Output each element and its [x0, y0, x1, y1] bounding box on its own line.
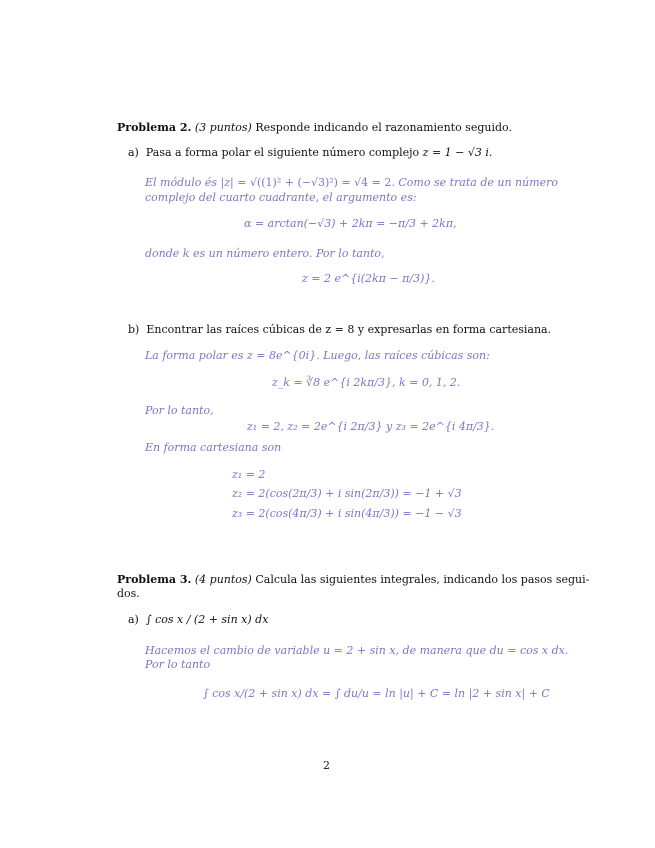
- item-label: a): [128, 613, 139, 626]
- item-label: a): [128, 146, 139, 159]
- roots-values: z₁ = 2, z₂ = 2e^{i 2π/3} y z₃ = 2e^{i 4π/3}.: [247, 420, 495, 433]
- problem-2-points: (3 puntos): [194, 121, 252, 134]
- problem-3-title: Problema 3.: [117, 573, 192, 586]
- problem-3a-solution-line-1: Hacemos el cambio de variable u = 2 + sin x, de manera que du = cos x dx.: [145, 644, 569, 657]
- problem-3-intro-cont: dos.: [117, 587, 140, 600]
- integral-result: ∫ cos x/(2 + sin x) dx = ∫ du/u = ln |u| + C = ln |2 + sin x| + C: [203, 687, 550, 700]
- problem-3a-solution-line-2: Por lo tanto: [145, 658, 211, 671]
- modulus-expression: √((1)² + (−√3)²) = √4 = 2.: [249, 176, 395, 189]
- item-expression: z = 1 − √3 i.: [422, 146, 493, 159]
- problem-3-points: (4 puntos): [194, 573, 252, 586]
- problem-3-heading-line: [117, 573, 589, 587]
- cartesian-root-2: z₂ = 2(cos(2π/3) + i sin(2π/3)) = −1 + √3: [232, 487, 462, 500]
- problem-3a-statement: [128, 613, 268, 627]
- solution-text: El módulo és |z| =: [145, 176, 247, 189]
- problem-2a-solution-line-3: donde k es un número entero. Por lo tanto,: [145, 247, 385, 260]
- problem-2-heading-line: [117, 121, 512, 135]
- problem-2-intro: Responde indicando el razonamiento seguido.: [255, 121, 512, 134]
- cartesian-root-1: z₁ = 2: [232, 468, 266, 481]
- item-label: b): [128, 323, 140, 336]
- item-text: Encontrar las raíces cúbicas de z = 8 y expresarlas en forma cartesiana.: [146, 323, 552, 336]
- problem-2b-statement: [128, 323, 551, 337]
- problem-2a-solution-line-1: [145, 176, 558, 190]
- solution-text: Como se trata de un número: [398, 176, 559, 189]
- polar-result: z = 2 e^{i(2kπ − π/3)}.: [302, 272, 435, 285]
- integral-expression: ∫ cos x / (2 + sin x) dx: [145, 613, 269, 626]
- argument-equation: α = arctan(−√3) + 2kπ = −π/3 + 2kπ,: [244, 217, 457, 230]
- problem-2-title: Problema 2.: [117, 121, 192, 134]
- problem-2b-solution-line-1: La forma polar es z = 8e^{0i}. Luego, las raíces cúbicas son:: [145, 349, 490, 362]
- item-text: Pasa a forma polar el siguiente número complejo: [145, 146, 420, 159]
- problem-3-intro: Calcula las siguientes integrales, indicando los pasos segui-: [255, 573, 590, 586]
- problem-2b-solution-line-3: En forma cartesiana son: [145, 441, 282, 454]
- problem-2b-solution-line-2: Por lo tanto,: [145, 404, 214, 417]
- page-number: 2: [323, 759, 330, 772]
- problem-2a-solution-line-2: complejo del cuarto cuadrante, el argumento es:: [145, 191, 417, 204]
- cube-roots-formula: z_k = ∛8 e^{i 2kπ/3}, k = 0, 1, 2.: [272, 376, 461, 389]
- problem-2a-statement: [128, 146, 492, 160]
- cartesian-root-3: z₃ = 2(cos(4π/3) + i sin(4π/3)) = −1 − √3: [232, 507, 462, 520]
